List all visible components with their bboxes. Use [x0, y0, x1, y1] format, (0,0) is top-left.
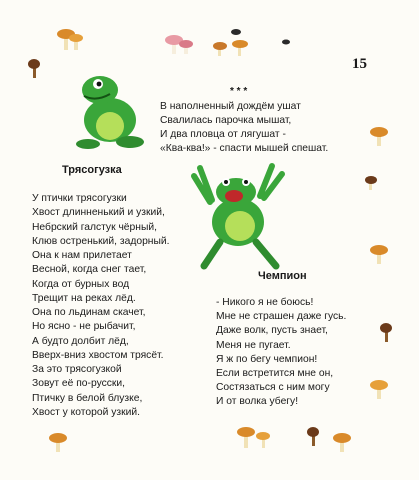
mushroom-icon [213, 40, 248, 56]
poem-line: Но ясно - не рыбачит, [32, 321, 136, 333]
page-number: 15 [352, 56, 367, 72]
poem-trjasoguzka-text [32, 192, 170, 420]
mushroom-icon [165, 35, 193, 54]
poem-line: За это трясогузкой [32, 364, 122, 375]
poem-title-trjasoguzka: Трясогузка [62, 164, 122, 176]
mushroom-icon [28, 59, 40, 78]
poem-line: Мне не страшен даже гусь. [216, 311, 347, 323]
poem-line: Небрский галстук чёрный, [32, 221, 157, 233]
poem-line: Зовут её по-русски, [32, 378, 126, 390]
poem-line: Если встретится мне он, [216, 368, 334, 380]
poem-line: Клюв остренький, задорный. [32, 235, 170, 247]
poem-line: Птичку в белой блузке, [32, 392, 143, 404]
poem-line: Я ж по бегу чемпион! [216, 353, 318, 365]
frog-sitting-illustration [70, 72, 150, 152]
poem-line: Свалилась парочка мышат, [160, 115, 292, 126]
poem-mice-text [160, 100, 328, 156]
poem-line: Даже волк, пусть знает, [216, 325, 328, 337]
poem-line: - Никого я не боюсь! [216, 297, 314, 308]
poem-line: Хвост длинненький и узкий, [32, 207, 165, 219]
poem-line: Она по льдинам скачет, [32, 307, 146, 318]
poem-line: И два пловца от лягушат - [160, 129, 286, 140]
poem-separator-stars: * * * [230, 86, 248, 97]
mushroom-icon [365, 120, 415, 420]
frog-jumping-illustration [190, 162, 290, 272]
poem-line: У птички трясогузки [32, 193, 127, 204]
poem-line: Весной, когда снег тает, [32, 264, 147, 276]
poem-line: Хвост у которой узкий. [32, 406, 140, 418]
poem-line: Трещит на реках лёд. [32, 292, 136, 304]
poem-line: «Ква-ква!» - спасти мышей спешат. [160, 143, 329, 154]
poem-line: Когда от бурных вод [32, 278, 130, 290]
mushroom-icon [0, 420, 419, 480]
poem-line: Вверх-вниз хвостом трясёт. [32, 349, 164, 361]
poem-line: В наполненный дождём ушат [160, 101, 301, 112]
mushroom-icon [57, 29, 83, 50]
poem-champion-text [216, 296, 346, 410]
poem-line: Меня не пугает. [216, 339, 291, 351]
poem-title-champion: Чемпион [258, 270, 307, 282]
poem-line: И от волка убегу! [216, 396, 299, 408]
poem-line: Она к нам прилетает [32, 250, 132, 261]
poem-line: А будто долбит лёд, [32, 335, 129, 347]
poem-line: Состязаться с ним могу [216, 382, 330, 394]
